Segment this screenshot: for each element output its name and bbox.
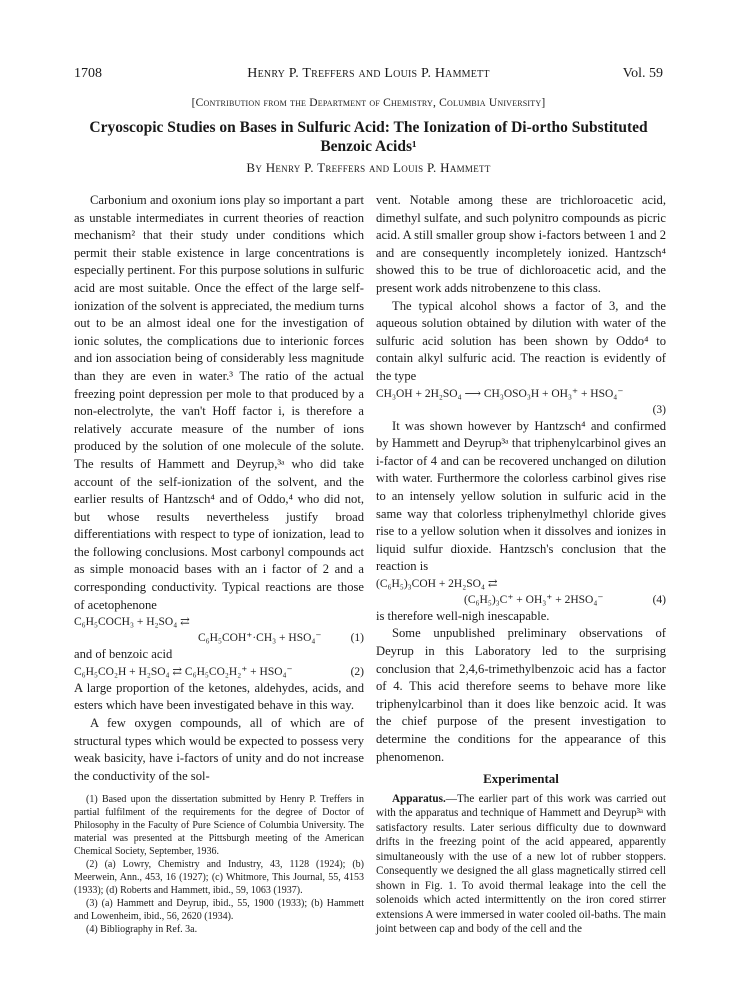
equation-text: (C₆H₅)₃COH + 2H₂SO₄ ⇄ <box>376 577 498 590</box>
footnote: (2) (a) Lowry, Chemistry and Industry, 43, 1128 (1924); (b) Meerwein, Ann., 453, 16 (1927); (c) Whitmore, This Journal, 55, 4153 (1933); (d) Roberts and Hammett, ibid., 59, 1063 (1937). <box>74 859 364 897</box>
right-column <box>376 192 666 937</box>
equation-3 <box>376 386 666 418</box>
equation-number: (2) <box>350 665 364 678</box>
equation-text: C₆H₅COH⁺·CH₃ + HSO₄⁻ <box>198 632 322 645</box>
paragraph: The typical alcohol shows a factor of 3, and the aqueous solution obtained by dilution with water of the sulfuric acid solution has been shown by Oddo⁴ to contain alkyl sulfuric acid. The reaction is evidently of the type <box>376 298 666 383</box>
equation-number: (4) <box>652 593 666 606</box>
paragraph: is therefore well-nigh inescapable. <box>376 608 550 623</box>
equation-2 <box>74 664 364 680</box>
paragraph: vent. Notable among these are trichloroacetic acid, dimethyl sulfate, and such polynitro compounds as picric acid. A still smaller group show i-factors between 1 and 2 and are consequently incompletely ionized. Hantzsch⁴ showed this to be true of dichloroacetic acid, and the present work adds nitrobenzene to this class. <box>376 193 666 295</box>
footnotes <box>74 793 364 936</box>
page-number: 1708 <box>74 66 102 81</box>
equation-4 <box>376 576 666 608</box>
paragraph <box>376 792 666 937</box>
paragraph: Some unpublished preliminary observations of Deyrup in this Laboratory led to the surprising conclusion that 2,4,6-trimethylbenzoic acid has a factor of 4. This acid therefore seems to behave more like triphenylcarbinol than it does like benzoic acid. It was the chief purpose of the present investigation to determine the conditions for the appearance of this phenomenon. <box>376 626 666 764</box>
running-authors: Henry P. Treffers and Louis P. Hammett <box>247 66 490 81</box>
equation-1 <box>74 614 364 646</box>
paragraph: Carbonium and oxonium ions play so important a part as unstable intermediates in current theories of reaction mechanism² that their study under conditions which permit their stable existence in large concentrations is especially pertinent. For this purpose solutions in sulfuric acid are most suitable. Once the effect of the large self-ionization of the solvent is appreciated, the medium turns out to be an almost ideal one for the investigation of ionic solutes, the complications due to interionic forces and ion association being of considerably less magnitude than they are even in water.³ The ratio of the actual freezing point depression per mole to that produced by a non-electrolyte, the van't Hoff factor i, is therefore a relatively accurate measure of the number of ions produced by the solution of one molecule of the solute. The results of Hammett and Deyrup,³ᵃ who did take account of the self-ionization of the solvent, and the earlier results of Hantzsch⁴ and of Oddo,⁴ who did not, but whose results nevertheless justify broad differentiations with respect to type of ionization, lead to the following conclusions. Most carbonyl compounds act as simple monoacid bases with an i factor of 2 and a corresponding conductivity. Typical reactions are those of acetophenone <box>74 193 364 612</box>
equation-text: (C₆H₅)₃C⁺ + OH₃⁺ + 2HSO₄⁻ <box>464 593 604 606</box>
article-title: Cryoscopic Studies on Bases in Sulfuric Acid: The Ionization of Di-ortho Substituted Benzoic Acids¹ <box>89 119 648 155</box>
equation-text: CH₃OH + 2H₂SO₄ ⟶ CH₃OSO₃H + OH₃⁺ + HSO₄⁻ <box>376 387 624 400</box>
equation-number: (3) <box>652 403 666 416</box>
footnote: (1) Based upon the dissertation submitted by Henry P. Treffers in partial fulfilment of the requirements for the degree of Doctor of Philosophy in the Faculty of Pure Science of Columbia University. The material was presented at the Pittsburgh meeting of the American Chemical Society, September, 1936. <box>74 794 364 858</box>
equation-text: C₆H₅CO₂H + H₂SO₄ ⇄ C₆H₅CO₂H₂⁺ + HSO₄⁻ <box>74 665 293 678</box>
equation-number: (1) <box>350 632 364 645</box>
paragraph: A large proportion of the ketones, aldehydes, acids, and esters which have been investigated behave in this way. <box>74 680 364 713</box>
run-in-heading: Apparatus. <box>392 792 446 805</box>
section-heading: Experimental <box>483 771 559 787</box>
paragraph: and of benzoic acid <box>74 647 173 662</box>
footnote: (3) (a) Hammett and Deyrup, ibid., 55, 1900 (1933); (b) Hammett and Lowenheim, ibid., 56, 2620 (1934). <box>74 898 364 923</box>
byline: By Henry P. Treffers and Louis P. Hammett <box>246 160 491 175</box>
paragraph-text: —The earlier part of this work was carried out with the apparatus and technique of Hammett and Deyrup³ᵃ with satisfactory results. Later serious difficulty due to downward drifts in the freezing point of the acid appeared, apparently simultaneously with the use of a new lot of rubber stoppers. Consequently we designed the all glass magnetically stirred cell shown in Fig. 1. To avoid thermal leakage into the cell the solenoids which acted intermittently on the iron cored stirrer extensions A were immersed in water cooled oil-baths. The main joint between cap and body of the cell and the <box>376 792 666 936</box>
contribution-line: [Contribution from the Department of Chemistry, Columbia University] <box>191 97 546 109</box>
paragraph: A few oxygen compounds, all of which are of structural types which would be expected to possess very weak basicity, have i-factors of unity and do not increase the conductivity of the sol- <box>74 716 364 783</box>
footnote: (4) Bibliography in Ref. 3a. <box>86 924 198 936</box>
paragraph: It was shown however by Hantzsch⁴ and confirmed by Hammett and Deyrup³ᵃ that triphenylcarbinol gives an i-factor of 4 and can be recovered unchanged on dilution with water. Furthermore the colorless carbinol gives rise to an intensely yellow solution in sulfuric acid in the same way that colorless triphenylmethyl chloride gives rise to a yellow solution when it dissolves and ionizes in liquid sulfur dioxide. Hantzsch's conclusion that the reaction is <box>376 418 666 574</box>
running-header <box>74 66 663 84</box>
volume-label: Vol. 59 <box>622 66 663 81</box>
equation-text: C₆H₅COCH₃ + H₂SO₄ ⇄ <box>74 616 190 629</box>
left-column <box>74 192 364 936</box>
